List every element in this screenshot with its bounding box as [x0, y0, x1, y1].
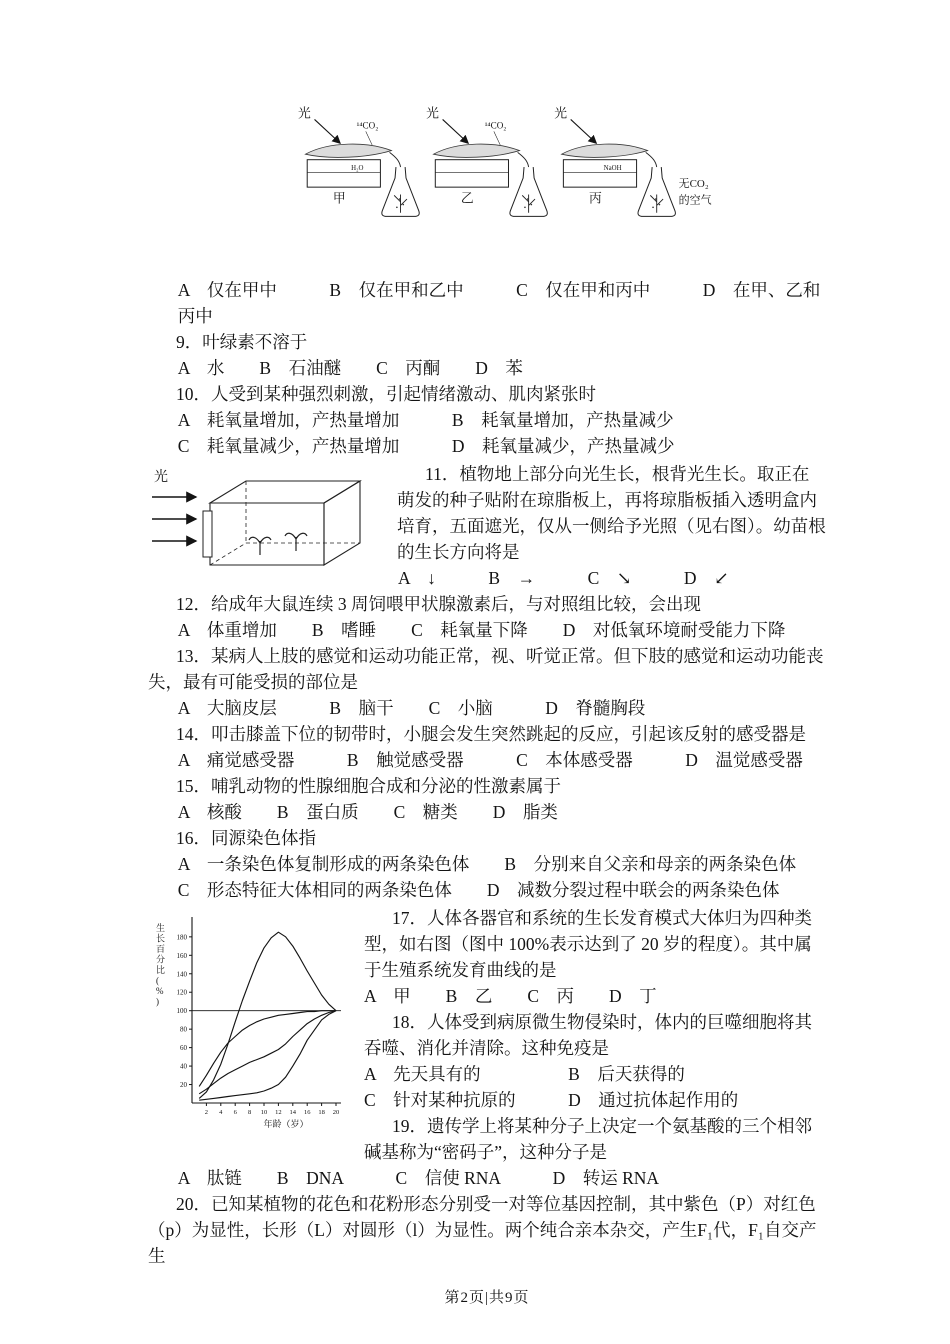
light-label-3: 光	[554, 106, 568, 121]
svg-text:180: 180	[176, 933, 187, 942]
svg-text:20: 20	[180, 1081, 187, 1090]
leaf-boat-3	[562, 144, 648, 157]
box-front-face	[210, 503, 324, 565]
svg-text:18: 18	[318, 1109, 325, 1116]
q10-options-ab: A 耗氧量增加，产热量增加 B 耗氧量增加，产热量减少	[177, 410, 674, 430]
q14-stem: 14．叩击膝盖下位的韧带时，小腿会发生突然跳起的反应，引起该反射的感受器是	[176, 724, 806, 744]
q17-options: A 甲 B 乙 C 丙 D 丁	[364, 986, 657, 1006]
q9-stem: 9．叶绿素不溶于	[176, 332, 308, 352]
light-slot	[203, 511, 212, 557]
svg-text:2: 2	[204, 1109, 209, 1116]
seedling-1	[249, 537, 271, 555]
no-co2-label-line2: 的空气	[678, 194, 712, 207]
svg-text:12: 12	[275, 1109, 282, 1116]
curve-乙	[199, 1011, 336, 1087]
q17-stem: 17．人体各器官和系统的生长发育模式大体归为四种类型，如右图（图中 100%表示达到了 20 岁的程度）。其中属于生殖系统发育曲线的是	[364, 908, 812, 980]
svg-text:140: 140	[176, 970, 187, 979]
svg-text:14: 14	[289, 1109, 297, 1116]
q11-options: A ↓ B → C ↘ D ↙	[398, 568, 729, 588]
stand-3	[563, 160, 636, 187]
co2-label-1: ¹⁴CO₂	[356, 120, 379, 131]
svg-text:8: 8	[247, 1109, 252, 1116]
co2-label-2: ¹⁴CO₂	[484, 120, 507, 131]
box-right-face	[324, 481, 360, 565]
svg-text:年龄（岁）: 年龄（岁）	[263, 1119, 309, 1129]
svg-text:16: 16	[303, 1109, 311, 1116]
svg-text:10: 10	[260, 1109, 268, 1116]
growth-curves-chart	[148, 909, 348, 1154]
svg-text:40: 40	[180, 1062, 187, 1071]
q18-options-cd: C 针对某种抗原的 D 通过抗体起作用的	[364, 1090, 739, 1110]
q14-options: A 痛觉感受器 B 触觉感受器 C 本体感受器 D 温觉感受器	[177, 750, 803, 770]
svg-text:100: 100	[176, 1007, 187, 1016]
svg-text:生长百分比(%): 生长百分比( % )	[156, 923, 166, 1007]
q19-options: A 肽链 B DNA C 信使 RNA D 转运 RNA	[177, 1168, 660, 1188]
question-11	[148, 461, 826, 591]
jar-label-bing: 丙	[589, 191, 602, 206]
page-footer: 第2页|共9页	[444, 1290, 530, 1306]
q20-stem: 20．已知某植物的花色和花粉形态分别受一对等位基因控制，其中紫色（P）对红色（p）为显性，长形（L）对圆形（l）为显性。两个纯合亲本杂交，产生F₁代，F₁自交产生	[148, 1194, 817, 1266]
q10-stem: 10．人受到某种强烈刺激，引起情绪激动、肌肉紧张时	[176, 384, 596, 404]
svg-text:120: 120	[176, 988, 187, 997]
q13-stem: 13．某病人上肢的感觉和运动功能正常，视、听觉正常。但下肢的感觉和运动功能丧失，最有可能受损的部位是	[148, 646, 824, 692]
q18-stem: 18．人体受到病原微生物侵染时，体内的巨噬细胞将其吞噬、消化并清除。这种免疫是	[364, 1012, 812, 1058]
svg-text:80: 80	[180, 1025, 187, 1034]
q16-options-cd: C 形态特征大体相同的两条染色体 D 减数分裂过程中联会的两条染色体	[177, 880, 780, 900]
question-17-19	[148, 905, 826, 1165]
svg-text:20: 20	[332, 1109, 340, 1116]
h2o-label: H₂O	[351, 164, 364, 172]
photosynthesis-apparatus-svg	[288, 100, 718, 256]
leaf-boat-2	[433, 144, 519, 157]
jar-label-yi: 乙	[460, 191, 474, 206]
light-box-diagram	[148, 465, 383, 580]
q9-options: A 水 B 石油醚 C 丙酮 D 苯	[177, 358, 523, 378]
q8-options: A 仅在甲中 B 仅在甲和乙中 C 仅在甲和丙中 D 在甲、乙和丙中	[177, 280, 821, 326]
q15-options: A 核酸 B 蛋白质 C 糖类 D 脂类	[177, 802, 558, 822]
svg-text:4: 4	[219, 1109, 223, 1116]
curve-丙	[199, 1011, 336, 1094]
curve-甲	[199, 932, 336, 1098]
q15-stem: 15．哺乳动物的性腺细胞合成和分泌的性激素属于	[176, 776, 561, 796]
q16-stem: 16．同源染色体指	[176, 828, 316, 848]
stand-2	[435, 160, 508, 187]
light-label-box: 光	[154, 470, 168, 485]
questions-block-c	[148, 1165, 826, 1269]
questions-block-b	[148, 591, 826, 903]
light-label-2: 光	[426, 106, 439, 121]
q12-stem: 12．给成年大鼠连续 3 周饲喂甲状腺激素后，与对照组比较，会出现	[176, 594, 701, 614]
q16-options-ab: A 一条染色体复制形成的两条染色体 B 分别来自父亲和母亲的两条染色体	[177, 854, 797, 874]
leaf-boat-1	[305, 144, 391, 157]
seedling-2	[285, 533, 307, 551]
jar-label-jia: 甲	[332, 191, 346, 206]
q12-options: A 体重增加 B 嗜睡 C 耗氧量下降 D 对低氧环境耐受能力下降	[177, 620, 786, 640]
svg-text:6: 6	[233, 1109, 237, 1116]
q18-options-ab: A 先天具有的 B 后天获得的	[364, 1064, 685, 1084]
svg-text:160: 160	[176, 951, 187, 960]
page-content	[148, 100, 826, 1311]
no-co2-label-line1: 无CO₂	[678, 178, 709, 191]
q13-options: A 大脑皮层 B 脑干 C 小脑 D 脊髓胸段	[177, 698, 646, 718]
box-top-face	[210, 481, 360, 503]
q19-stem: 19．遗传学上将某种分子上决定一个氨基酸的三个相邻碱基称为“密码子”，这种分子是	[364, 1116, 812, 1162]
svg-text:60: 60	[180, 1044, 187, 1053]
naoh-label: NaOH	[603, 164, 622, 172]
questions-block-a	[148, 277, 826, 459]
stand-1	[307, 160, 380, 187]
light-label-1: 光	[298, 106, 311, 121]
q10-options-cd: C 耗氧量减少，产热量增加 D 耗氧量减少，产热量减少	[177, 436, 675, 456]
photosynthesis-apparatus-diagram	[288, 100, 826, 263]
q11-stem: 11．植物地上部分向光生长，根背光生长。取正在萌发的种子贴附在琼脂板上，再将琼脂板插入透明盒内培育，五面遮光，仅从一侧给予光照（见右图）。幼苗根的生长方向将是	[397, 464, 826, 562]
